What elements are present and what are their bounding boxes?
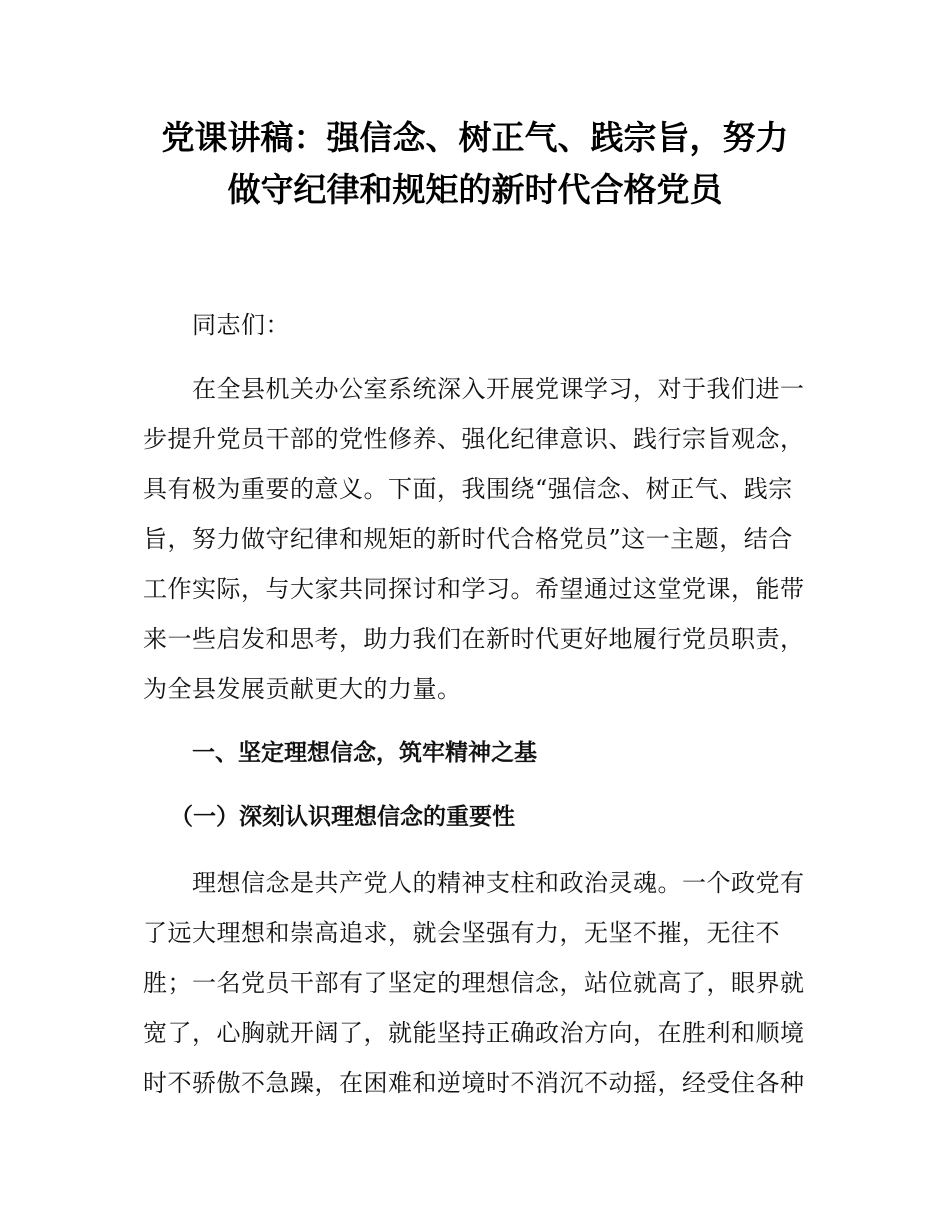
title-line-1: 党课讲稿：强信念、树正气、践宗旨，努力 xyxy=(161,118,789,157)
intro-line-5: 工作实际，与大家共同探讨和学习。希望通过这堂党课，能带 xyxy=(143,575,805,603)
intro-line-2: 步提升党员干部的党性修养、强化纪律意识、践行宗旨观念， xyxy=(143,425,805,453)
body-line-4: 宽了，心胸就开阔了，就能坚持正确政治方向，在胜利和顺境 xyxy=(143,1019,805,1047)
salutation: 同志们： xyxy=(192,311,290,339)
intro-line-4: 旨，努力做守纪律和规矩的新时代合格党员”这一主题，结合 xyxy=(143,525,793,553)
body-line-2: 了远大理想和崇高追求，就会坚强有力，无坚不摧，无往不 xyxy=(143,919,780,947)
body-line-3: 胜；一名党员干部有了坚定的理想信念，站位就高了，眼界就 xyxy=(143,969,805,997)
intro-line-6: 来一些启发和思考，助力我们在新时代更好地履行党员职责， xyxy=(143,625,805,653)
intro-line-3: 具有极为重要的意义。下面，我围绕“强信念、树正气、践宗 xyxy=(143,475,793,503)
subsection-heading-1: （一）深刻认识理想信念的重要性 xyxy=(170,804,515,830)
body-line-1: 理想信念是共产党人的精神支柱和政治灵魂。一个政党有 xyxy=(192,869,805,897)
section-heading-1: 一、坚定理想信念，筑牢精神之基 xyxy=(192,740,537,766)
body-line-5: 时不骄傲不急躁，在困难和逆境时不消沉不动摇，经受住各种 xyxy=(143,1069,805,1097)
intro-line-1: 在全县机关办公室系统深入开展党课学习，对于我们进一 xyxy=(192,375,805,403)
title-line-2: 做守纪律和规矩的新时代合格党员 xyxy=(227,170,723,209)
document-title xyxy=(100,112,850,216)
intro-line-7: 为全县发展贡献更大的力量。 xyxy=(143,675,462,703)
